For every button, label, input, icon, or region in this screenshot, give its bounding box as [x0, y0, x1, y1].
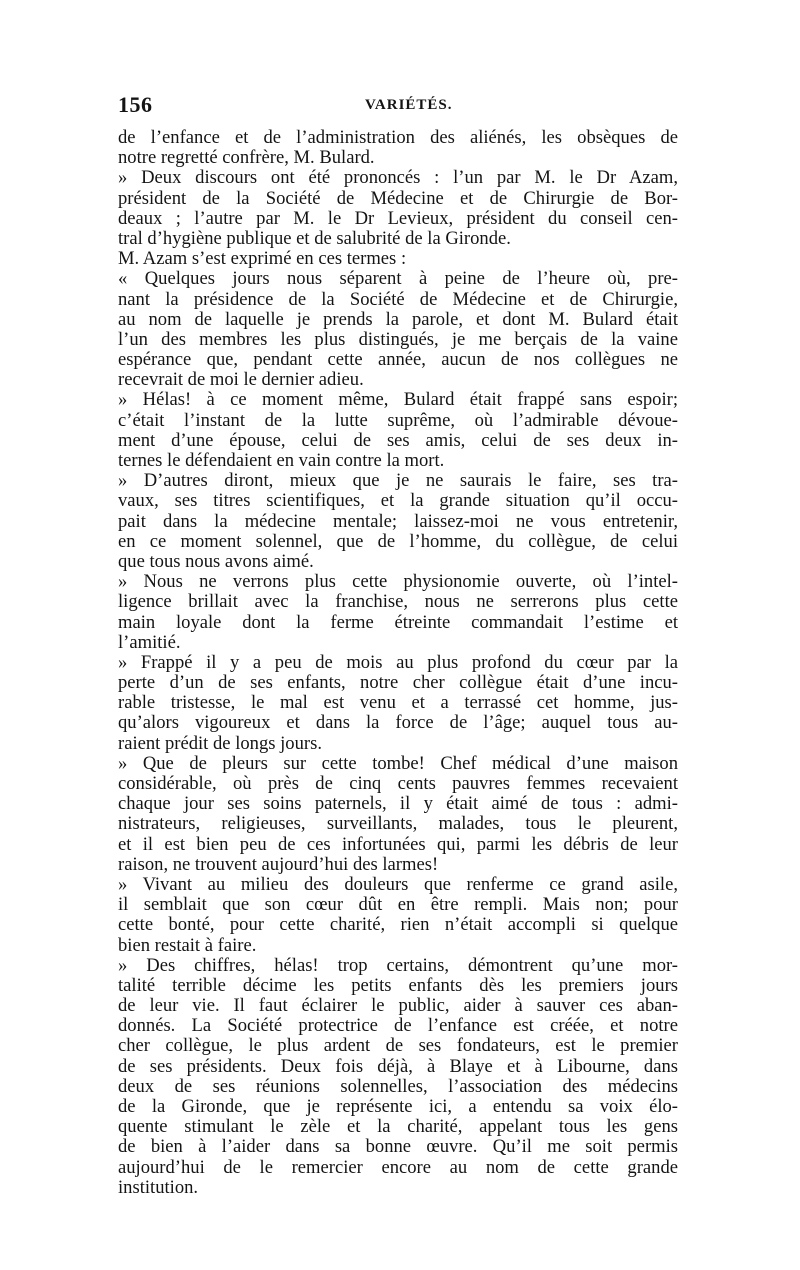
text-line: ternes le défendaient en vain contre la mort. [118, 450, 445, 471]
text-line: c’était l’instant de la lutte suprême, où l’admirable dévoue- [118, 409, 678, 431]
text-line: » Deux discours ont été prononcés : l’un par M. le Dr Azam, [118, 167, 678, 189]
text-line: rable tristesse, le mal est venu et a terrassé cet homme, jus- [118, 692, 678, 714]
text-line: qu’alors vigoureux et dans la force de l’âge; auquel tous au- [118, 712, 678, 734]
page-number: 156 [118, 92, 153, 117]
text-line: » D’autres diront, mieux que je ne saurais le faire, ses tra- [118, 470, 678, 492]
page-header [118, 92, 678, 122]
text-line: l’amitié. [118, 631, 181, 653]
text-line: de leur vie. Il faut éclairer le public, aider à sauver ces aban- [118, 995, 678, 1017]
text-line: « Quelques jours nous séparent à peine de l’heure où, pre- [118, 268, 678, 290]
text-line: de la Gironde, que je représente ici, a entendu sa voix élo- [118, 1096, 678, 1117]
text-line: » Que de pleurs sur cette tombe! Chef médical d’une maison [118, 752, 678, 774]
text-line: deaux ; l’autre par M. le Dr Levieux, président du conseil cen- [118, 207, 678, 229]
text-line: de ses présidents. Deux fois déjà, à Blaye et à Libourne, dans [118, 1055, 678, 1077]
text-line: perte d’un de ses enfants, notre cher collègue était d’une incu- [118, 672, 678, 694]
text-line: pait dans la médecine mentale; laissez-moi ne vous entretenir, [118, 510, 678, 532]
text-line: donnés. La Société protectrice de l’enfance est créée, et notre [118, 1015, 678, 1037]
text-line: cette bonté, pour cette charité, rien n’était accompli si quelque [118, 914, 678, 936]
text-line: ment d’une épouse, celui de ses amis, celui de ses deux in- [118, 429, 678, 451]
text-line: nant la présidence de la Société de Médecine et de Chirurgie, [118, 288, 678, 310]
text-line: en ce moment solennel, que de l’homme, du collègue, de celui [118, 530, 678, 552]
body-text [118, 128, 678, 1198]
text-line: de bien à l’aider dans sa bonne œuvre. Qu’il me soit permis [118, 1136, 678, 1158]
text-line: et il est bien peu de ces infortunées qui, parmi les débris de leur [118, 833, 678, 855]
text-line: considérable, où près de cinq cents pauvres femmes recevaient [118, 773, 678, 794]
running-head: VARIÉTÉS. [365, 97, 453, 113]
text-line: tral d’hygiène publique et de salubrité de la Gironde. [118, 227, 511, 249]
text-line: recevrait de moi le dernier adieu. [118, 369, 364, 391]
text-line: » Des chiffres, hélas! trop certains, démontrent qu’une mor- [118, 954, 678, 976]
text-line: de l’enfance et de l’administration des aliénés, les obsèques de [118, 127, 678, 148]
text-line: ligence brillait avec la franchise, nous ne serrerons plus cette [118, 591, 678, 613]
text-line: vaux, ses titres scientifiques, et la grande situation qu’il occu- [118, 490, 678, 512]
text-line: » Frappé il y a peu de mois au plus profond du cœur par la [118, 651, 678, 673]
text-line: cher collègue, le plus ardent de ses fondateurs, est le premier [118, 1035, 678, 1057]
text-line: M. Azam s’est exprimé en ces termes : [118, 248, 407, 270]
text-line: que tous nous avons aimé. [118, 550, 314, 572]
text-line: au nom de laquelle je prends la parole, et dont M. Bulard était [118, 308, 678, 330]
text-line: » Nous ne verrons plus cette physionomie ouverte, où l’intel- [118, 571, 678, 593]
text-line: raient prédit de longs jours. [118, 732, 322, 754]
text-line: raison, ne trouvent aujourd’hui des larmes! [118, 853, 439, 875]
text-line: bien restait à faire. [118, 934, 257, 956]
text-line: » Vivant au milieu des douleurs que renferme ce grand asile, [118, 873, 678, 895]
text-line: notre regretté confrère, M. Bulard. [118, 147, 375, 169]
text-line: il semblait que son cœur dût en être rempli. Mais non; pour [118, 894, 678, 916]
text-line: talité terrible décime les petits enfants dès les premiers jours [118, 974, 678, 996]
text-line: aujourd’hui de le remercier encore au nom de cette grande [118, 1156, 678, 1178]
text-line: quente stimulant le zèle et la charité, appelant tous les gens [118, 1116, 678, 1138]
text-line: deux de ses réunions solennelles, l’association des médecins [118, 1075, 678, 1097]
text-line: président de la Société de Médecine et de Chirurgie de Bor- [118, 187, 678, 209]
text-line: » Hélas! à ce moment même, Bulard était frappé sans espoir; [118, 389, 678, 411]
text-line: main loyale dont la ferme étreinte commandait l’estime et [118, 611, 678, 633]
text-line: institution. [118, 1176, 199, 1198]
text-line: espérance que, pendant cette année, aucun de nos collègues ne [118, 349, 678, 371]
text-line: chaque jour ses soins paternels, il y était aimé de tous : admi- [118, 793, 678, 815]
text-line: l’un des membres les plus distingués, je me berçais de la vaine [118, 328, 678, 350]
text-line: nistrateurs, religieuses, surveillants, malades, tous le pleurent, [118, 813, 678, 835]
